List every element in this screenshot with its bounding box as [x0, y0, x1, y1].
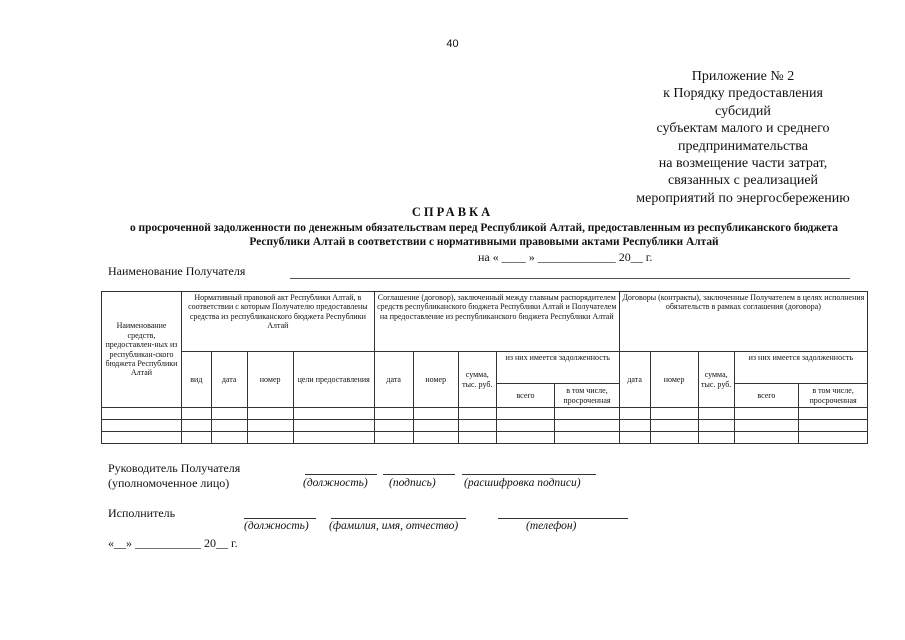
head-hint-decoding: (расшифровка подписи) — [464, 477, 581, 489]
head-signature-field[interactable] — [383, 474, 455, 475]
exec-name-field[interactable] — [331, 518, 466, 519]
head-label — [108, 461, 240, 491]
table-cell[interactable] — [247, 420, 293, 432]
table-cell[interactable] — [293, 432, 374, 444]
debt-table — [101, 291, 868, 444]
table-cell[interactable] — [181, 432, 211, 444]
head-hint-signature: (подпись) — [389, 477, 436, 489]
table-cell[interactable] — [247, 408, 293, 420]
table-cell[interactable] — [496, 408, 554, 420]
recipient-label: Наименование Получателя — [108, 264, 246, 278]
exec-hint-position: (должность) — [244, 520, 309, 532]
appendix-line: связанных с реализацией — [667, 173, 819, 189]
table-cell[interactable] — [734, 432, 799, 444]
table-cell[interactable] — [458, 408, 496, 420]
table-cell[interactable] — [293, 420, 374, 432]
table-cell[interactable] — [102, 432, 182, 444]
table-cell[interactable] — [102, 408, 182, 420]
col-header-con-sum: сумма, тыс. руб. — [698, 352, 734, 408]
col-header-funds: Наименование средств, предоставлен-ных из республикан-ского бюджета Республики Алтай — [102, 292, 182, 408]
col-header-agr-date: дата — [374, 352, 413, 408]
head-decoding-field[interactable] — [462, 474, 596, 475]
appendix-line: Приложение № 2 — [691, 69, 795, 84]
exec-hint-name: (фамилия, имя, отчество) — [329, 520, 459, 532]
table-cell[interactable] — [799, 408, 868, 420]
table-cell[interactable] — [374, 420, 413, 432]
table-cell[interactable] — [181, 420, 211, 432]
appendix-line: субъектам малого и среднего — [656, 121, 830, 137]
table-cell[interactable] — [698, 420, 734, 432]
table-cell[interactable] — [619, 408, 650, 420]
table-cell[interactable] — [211, 432, 247, 444]
report-date-line[interactable]: на « ____ » _____________ 20__ г. — [478, 250, 653, 264]
table-cell[interactable] — [496, 420, 554, 432]
col-header-act-type: вид — [181, 352, 211, 408]
col-header-agr-debt: из них имеется задолженность — [496, 352, 619, 384]
col-header-agr-overdue: в том числе, просроченная — [555, 384, 620, 408]
table-cell[interactable] — [619, 432, 650, 444]
document-subtitle: о просроченной задолженности по денежным обязательствам перед Республикой Алтай, предоставленным из республиканского бюджета Республики Алтай в соответствии с нормативными правовыми актами Республики Алтай — [130, 222, 838, 248]
appendix-line: предпринимательства — [678, 138, 808, 154]
table-row — [102, 408, 868, 420]
table-cell[interactable] — [413, 420, 458, 432]
head-label-line-1: Руководитель Получателя — [108, 461, 241, 475]
exec-position-field[interactable] — [244, 518, 316, 519]
table-cell[interactable] — [698, 432, 734, 444]
table-cell[interactable] — [734, 420, 799, 432]
page-number: 40 — [446, 38, 459, 50]
table-cell[interactable] — [211, 420, 247, 432]
col-header-agr-sum: сумма, тыс. руб. — [458, 352, 496, 408]
table-cell[interactable] — [555, 420, 620, 432]
document-title: СПРАВКА — [411, 205, 494, 219]
table-cell[interactable] — [650, 408, 698, 420]
signature-date-line[interactable]: «__» ___________ 20__ г. — [108, 536, 238, 550]
group-header-act: Нормативный правовой акт Республики Алтай, в соответствии с которым Получателю предоставлены средства из республиканского бюджета Республики Алтай — [181, 292, 374, 352]
appendix-line: субсидий — [715, 103, 771, 119]
exec-hint-phone: (телефон) — [526, 520, 577, 532]
col-header-agr-total: всего — [496, 384, 554, 408]
head-hint-position: (должность) — [303, 477, 368, 489]
table-cell[interactable] — [734, 408, 799, 420]
table-row — [102, 432, 868, 444]
table-cell[interactable] — [374, 432, 413, 444]
col-header-con-total: всего — [734, 384, 799, 408]
table-cell[interactable] — [555, 408, 620, 420]
table-cell[interactable] — [555, 432, 620, 444]
appendix-header — [618, 68, 868, 207]
table-cell[interactable] — [102, 420, 182, 432]
head-label-line-2: (уполномоченное лицо) — [108, 476, 230, 490]
table-cell[interactable] — [458, 420, 496, 432]
table-cell[interactable] — [413, 432, 458, 444]
col-header-act-purpose: цели предоставления — [293, 352, 374, 408]
table-cell[interactable] — [698, 408, 734, 420]
table-row — [102, 420, 868, 432]
appendix-line: мероприятий по энергосбережению — [636, 190, 850, 206]
table-cell[interactable] — [458, 432, 496, 444]
table-cell[interactable] — [374, 408, 413, 420]
table-cell[interactable] — [181, 408, 211, 420]
col-header-con-overdue: в том числе, просроченная — [799, 384, 868, 408]
table-cell[interactable] — [247, 432, 293, 444]
table-cell[interactable] — [293, 408, 374, 420]
executor-label: Исполнитель — [108, 506, 176, 520]
table-cell[interactable] — [619, 420, 650, 432]
col-header-act-date: дата — [211, 352, 247, 408]
table-cell[interactable] — [650, 432, 698, 444]
table-cell[interactable] — [413, 408, 458, 420]
appendix-line: на возмещение части затрат, — [658, 156, 828, 172]
recipient-name-field[interactable] — [290, 278, 850, 279]
table-cell[interactable] — [496, 432, 554, 444]
col-header-con-date: дата — [619, 352, 650, 408]
exec-phone-field[interactable] — [498, 518, 628, 519]
col-header-act-number: номер — [247, 352, 293, 408]
group-header-contracts: Договоры (контракты), заключенные Получателем в целях исполнения обязательств в рамках соглашения (договора) — [619, 292, 867, 352]
table-cell[interactable] — [799, 420, 868, 432]
table-cell[interactable] — [799, 432, 868, 444]
col-header-con-number: номер — [650, 352, 698, 408]
col-header-agr-number: номер — [413, 352, 458, 408]
appendix-line: к Порядку предоставления — [663, 86, 823, 102]
group-header-agreement: Соглашение (договор), заключенный между главным распорядителем средств республиканского бюджета Республики Алтай и Получателем на предоставление из республиканского бюджета Республики Алтай — [374, 292, 619, 352]
table-cell[interactable] — [650, 420, 698, 432]
head-position-field[interactable] — [305, 474, 377, 475]
col-header-con-debt: из них имеется задолженность — [734, 352, 867, 384]
table-cell[interactable] — [211, 408, 247, 420]
